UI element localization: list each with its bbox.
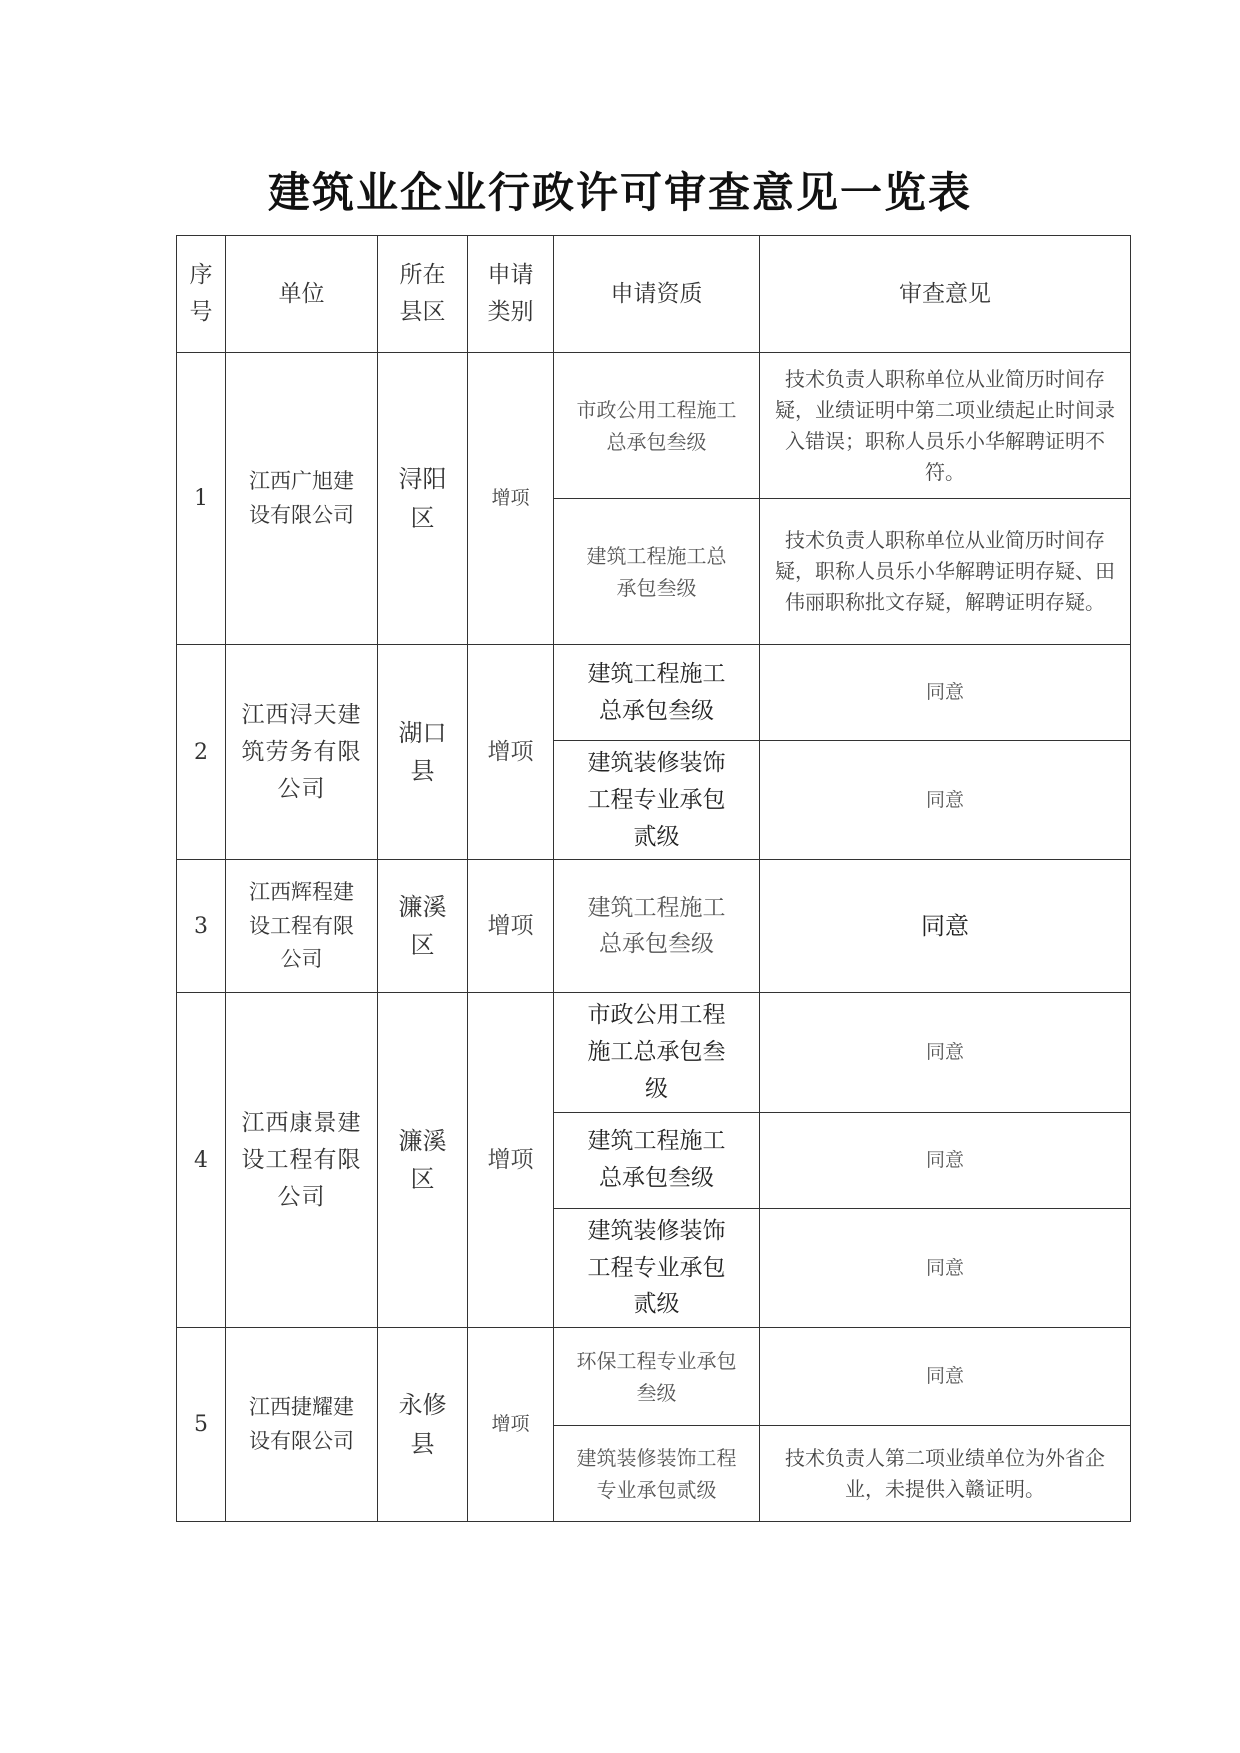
table-row bbox=[177, 1328, 1131, 1426]
row-type: 增项 bbox=[468, 860, 554, 993]
row-type: 增项 bbox=[468, 993, 554, 1328]
row-unit: 江西康景建设工程有限公司 bbox=[226, 993, 378, 1328]
row-unit: 江西广旭建设有限公司 bbox=[226, 353, 378, 645]
row-opinion: 同意 bbox=[760, 741, 1131, 860]
row-seq: 1 bbox=[177, 353, 226, 645]
row-qualification: 市政公用工程施工总承包叁级 bbox=[554, 993, 760, 1112]
row-county: 浔阳区 bbox=[378, 353, 468, 645]
row-county: 濂溪区 bbox=[378, 860, 468, 993]
row-qualification: 建筑工程施工总承包叁级 bbox=[554, 1112, 760, 1208]
table-row bbox=[177, 993, 1131, 1112]
row-opinion: 同意 bbox=[760, 860, 1131, 993]
table-row bbox=[177, 860, 1131, 993]
page-title: 建筑业企业行政许可审查意见一览表 bbox=[267, 168, 972, 217]
row-unit: 江西辉程建设工程有限公司 bbox=[226, 860, 378, 993]
table-row bbox=[177, 353, 1131, 499]
row-county: 濂溪区 bbox=[378, 993, 468, 1328]
row-opinion: 技术负责人职称单位从业简历时间存疑，职称人员乐小华解聘证明存疑、田伟丽职称批文存疑，解聘证明存疑。 bbox=[760, 499, 1131, 645]
row-opinion: 同意 bbox=[760, 1208, 1131, 1327]
header-qualification: 申请资质 bbox=[554, 236, 760, 353]
row-county: 永修县 bbox=[378, 1328, 468, 1522]
header-unit: 单位 bbox=[226, 236, 378, 353]
header-opinion: 审查意见 bbox=[760, 236, 1131, 353]
row-seq: 2 bbox=[177, 645, 226, 860]
row-qualification: 环保工程专业承包叁级 bbox=[554, 1328, 760, 1426]
row-seq: 4 bbox=[177, 993, 226, 1328]
table-header-row bbox=[177, 236, 1131, 353]
row-opinion: 技术负责人第二项业绩单位为外省企业，未提供入赣证明。 bbox=[760, 1426, 1131, 1522]
row-qualification: 建筑工程施工总承包叁级 bbox=[554, 860, 760, 993]
row-qualification: 建筑工程施工总承包叁级 bbox=[554, 645, 760, 741]
row-county: 湖口县 bbox=[378, 645, 468, 860]
row-qualification: 建筑装修装饰工程专业承包贰级 bbox=[554, 741, 760, 860]
row-qualification: 建筑装修装饰工程专业承包贰级 bbox=[554, 1208, 760, 1327]
row-seq: 5 bbox=[177, 1328, 226, 1522]
header-county: 所在县区 bbox=[378, 236, 468, 353]
row-opinion: 同意 bbox=[760, 645, 1131, 741]
row-opinion: 同意 bbox=[760, 993, 1131, 1112]
row-qualification: 市政公用工程施工总承包叁级 bbox=[554, 353, 760, 499]
row-type: 增项 bbox=[468, 353, 554, 645]
row-unit: 江西捷耀建设有限公司 bbox=[226, 1328, 378, 1522]
row-opinion: 同意 bbox=[760, 1328, 1131, 1426]
row-type: 增项 bbox=[468, 1328, 554, 1522]
row-qualification: 建筑装修装饰工程专业承包贰级 bbox=[554, 1426, 760, 1522]
table-row bbox=[177, 645, 1131, 741]
row-opinion: 技术负责人职称单位从业简历时间存疑，业绩证明中第二项业绩起止时间录入错误；职称人员乐小华解聘证明不符。 bbox=[760, 353, 1131, 499]
row-unit: 江西浔天建筑劳务有限公司 bbox=[226, 645, 378, 860]
review-table bbox=[176, 235, 1131, 1522]
row-seq: 3 bbox=[177, 860, 226, 993]
row-type: 增项 bbox=[468, 645, 554, 860]
row-qualification: 建筑工程施工总承包叁级 bbox=[554, 499, 760, 645]
header-type: 申请类别 bbox=[468, 236, 554, 353]
row-opinion: 同意 bbox=[760, 1112, 1131, 1208]
header-seq: 序号 bbox=[177, 236, 226, 353]
